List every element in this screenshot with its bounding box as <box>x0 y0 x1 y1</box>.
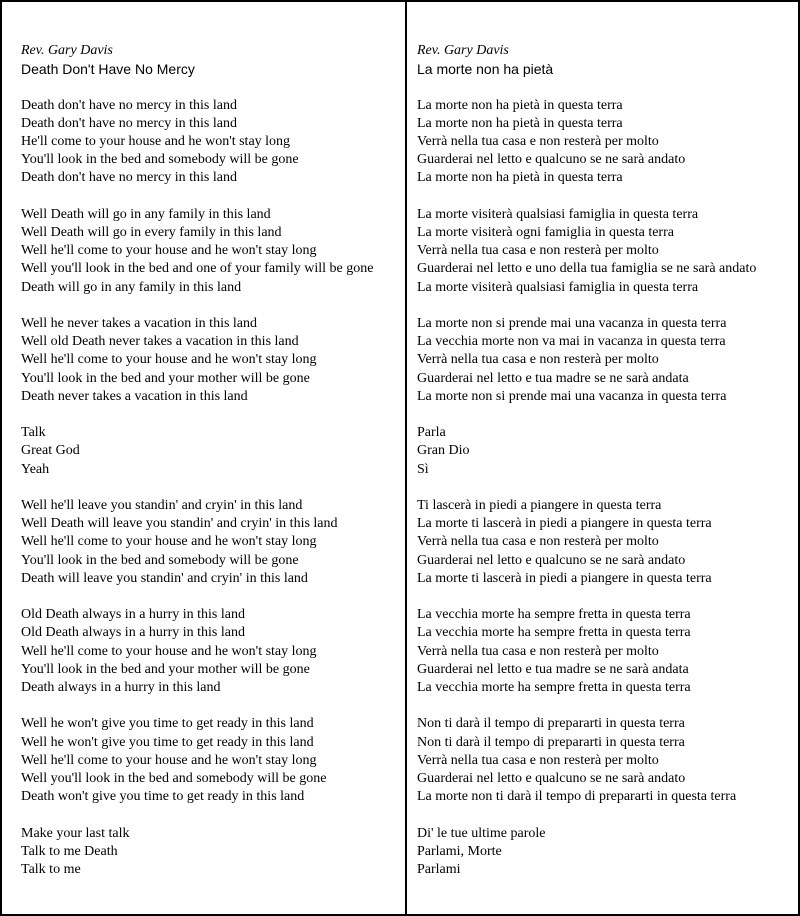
lyric-line: Death will go in any family in this land <box>21 279 242 295</box>
lyric-line: Well he'll come to your house and he won't stay long <box>21 352 317 368</box>
lyric-line: La morte ti lascerà in piedi a piangere in questa terra <box>417 516 712 532</box>
lyric-line: Well he won't give you time to get ready in this land <box>21 734 314 750</box>
lyric-line: Well he'll come to your house and he won't stay long <box>21 643 317 659</box>
lyric-line: Verrà nella tua casa e non resterà per molto <box>417 134 659 149</box>
english-column <box>21 42 374 879</box>
lyric-line: Well he'll come to your house and he won't stay long <box>21 752 317 768</box>
lyric-line: Parlami, Morte <box>417 843 502 859</box>
lyrics-body <box>21 97 374 880</box>
stanza <box>417 424 756 479</box>
stanza <box>21 497 374 588</box>
lyric-line: Well he won't give you time to get ready in this land <box>21 716 314 732</box>
lyric-line: La morte non si prende mai una vacanza in questa terra <box>417 388 727 404</box>
lyric-line: Parla <box>417 425 446 441</box>
lyric-line: La vecchia morte ha sempre fretta in questa terra <box>417 607 691 623</box>
lyric-line: Verrà nella tua casa e non resterà per molto <box>417 352 659 368</box>
lyric-line: La vecchia morte ha sempre fretta in questa terra <box>417 625 691 641</box>
stanza <box>417 206 756 297</box>
lyric-line: Well you'll look in the bed and somebody will be gone <box>21 771 327 787</box>
stanza <box>417 315 756 406</box>
lyric-line: Ti lascerà in piedi a piangere in questa terra <box>417 498 662 513</box>
lyric-line: La morte ti lascerà in piedi a piangere in questa terra <box>417 570 712 586</box>
lyric-line: Well he never takes a vacation in this land <box>21 316 258 331</box>
stanza <box>417 825 756 880</box>
stanza <box>21 206 374 297</box>
stanza <box>21 606 374 697</box>
lyric-line: Guarderai nel letto e tua madre se ne sarà andata <box>417 661 689 677</box>
lyric-line: Parlami <box>417 862 461 878</box>
lyric-line: Guarderai nel letto e qualcuno se ne sarà andato <box>417 552 686 568</box>
lyrics-body-translation <box>417 97 756 880</box>
lyric-line: Non ti darà il tempo di prepararti in questa terra <box>417 734 685 750</box>
lyric-line: La morte non ha pietà in questa terra <box>417 97 623 113</box>
lyric-line: La morte visiterà qualsiasi famiglia in questa terra <box>417 206 699 222</box>
lyric-line: He'll come to your house and he won't stay long <box>21 134 291 149</box>
stanza <box>21 715 374 806</box>
lyric-line: Death don't have no mercy in this land <box>21 170 237 186</box>
lyric-line: Verrà nella tua casa e non resterà per molto <box>417 643 659 659</box>
lyric-line: La morte non ti darà il tempo di prepararti in questa terra <box>417 789 737 805</box>
lyric-line: Verrà nella tua casa e non resterà per molto <box>417 534 659 550</box>
lyric-line: Death won't give you time to get ready in this land <box>21 789 305 805</box>
lyric-line: Yeah <box>21 461 50 477</box>
artist-name-translation: Rev. Gary Davis <box>417 43 509 58</box>
song-title-translation: La morte non ha pietà <box>417 61 554 78</box>
lyric-line: Guarderai nel letto e uno della tua famiglia se ne sarà andato <box>417 261 757 277</box>
lyric-line: Old Death always in a hurry in this land <box>21 625 245 641</box>
lyric-line: La morte non ha pietà in questa terra <box>417 115 623 131</box>
stanza <box>417 97 756 188</box>
lyric-line: Verrà nella tua casa e non resterà per molto <box>417 243 659 259</box>
lyric-line: Well you'll look in the bed and one of your family will be gone <box>21 261 374 277</box>
italian-column <box>417 42 756 879</box>
lyric-line: Well he'll come to your house and he won't stay long <box>21 534 317 550</box>
lyric-line: La morte visiterà qualsiasi famiglia in questa terra <box>417 279 699 295</box>
lyric-line: Great God <box>21 443 80 459</box>
artist-name: Rev. Gary Davis <box>21 43 113 58</box>
lyric-line: Well old Death never takes a vacation in this land <box>21 334 299 350</box>
stanza <box>417 715 756 806</box>
lyric-line: La vecchia morte ha sempre fretta in questa terra <box>417 680 691 696</box>
lyric-line: Death don't have no mercy in this land <box>21 115 237 131</box>
stanza <box>417 497 756 588</box>
lyric-line: La morte non ha pietà in questa terra <box>417 170 623 186</box>
lyric-line: Well he'll come to your house and he won't stay long <box>21 243 317 259</box>
stanza <box>21 424 374 479</box>
lyric-line: Death will leave you standin' and cryin' in this land <box>21 570 308 586</box>
lyric-line: La vecchia morte non va mai in vacanza in questa terra <box>417 334 726 350</box>
lyric-line: Guarderai nel letto e tua madre se ne sarà andata <box>417 370 689 386</box>
lyric-line: Death always in a hurry in this land <box>21 680 221 696</box>
lyric-line: Well Death will leave you standin' and cryin' in this land <box>21 516 338 532</box>
lyric-line: Sì <box>417 461 429 477</box>
lyric-line: You'll look in the bed and your mother will be gone <box>21 661 310 677</box>
column-divider <box>405 2 407 914</box>
lyric-line: You'll look in the bed and your mother will be gone <box>21 370 310 386</box>
lyric-line: Verrà nella tua casa e non resterà per molto <box>417 752 659 768</box>
lyric-line: La morte visiterà ogni famiglia in questa terra <box>417 225 674 240</box>
lyric-line: Non ti darà il tempo di prepararti in questa terra <box>417 716 685 732</box>
lyric-line: La morte non si prende mai una vacanza in questa terra <box>417 316 727 331</box>
lyric-line: Talk to me Death <box>21 843 118 859</box>
stanza <box>21 315 374 406</box>
lyric-line: Gran Dio <box>417 443 470 459</box>
lyric-line: Di' le tue ultime parole <box>417 825 546 841</box>
song-title: Death Don't Have No Mercy <box>21 61 195 78</box>
lyric-line: Well Death will go in any family in this land <box>21 206 271 222</box>
lyric-line: Guarderai nel letto e qualcuno se ne sarà andato <box>417 771 686 787</box>
lyric-line: Well he'll leave you standin' and cryin' in this land <box>21 498 303 513</box>
lyric-line: Death never takes a vacation in this land <box>21 388 248 404</box>
lyric-line: You'll look in the bed and somebody will be gone <box>21 552 299 568</box>
lyric-line: Death don't have no mercy in this land <box>21 97 237 113</box>
lyric-line: You'll look in the bed and somebody will be gone <box>21 152 299 168</box>
stanza <box>21 97 374 188</box>
stanza <box>21 825 374 880</box>
lyric-line: Talk <box>21 425 46 441</box>
stanza <box>417 606 756 697</box>
lyric-line: Guarderai nel letto e qualcuno se ne sarà andato <box>417 152 686 168</box>
lyric-line: Well Death will go in every family in this land <box>21 225 282 240</box>
lyric-line: Talk to me <box>21 862 81 878</box>
lyric-line: Old Death always in a hurry in this land <box>21 607 245 623</box>
lyric-line: Make your last talk <box>21 825 130 841</box>
